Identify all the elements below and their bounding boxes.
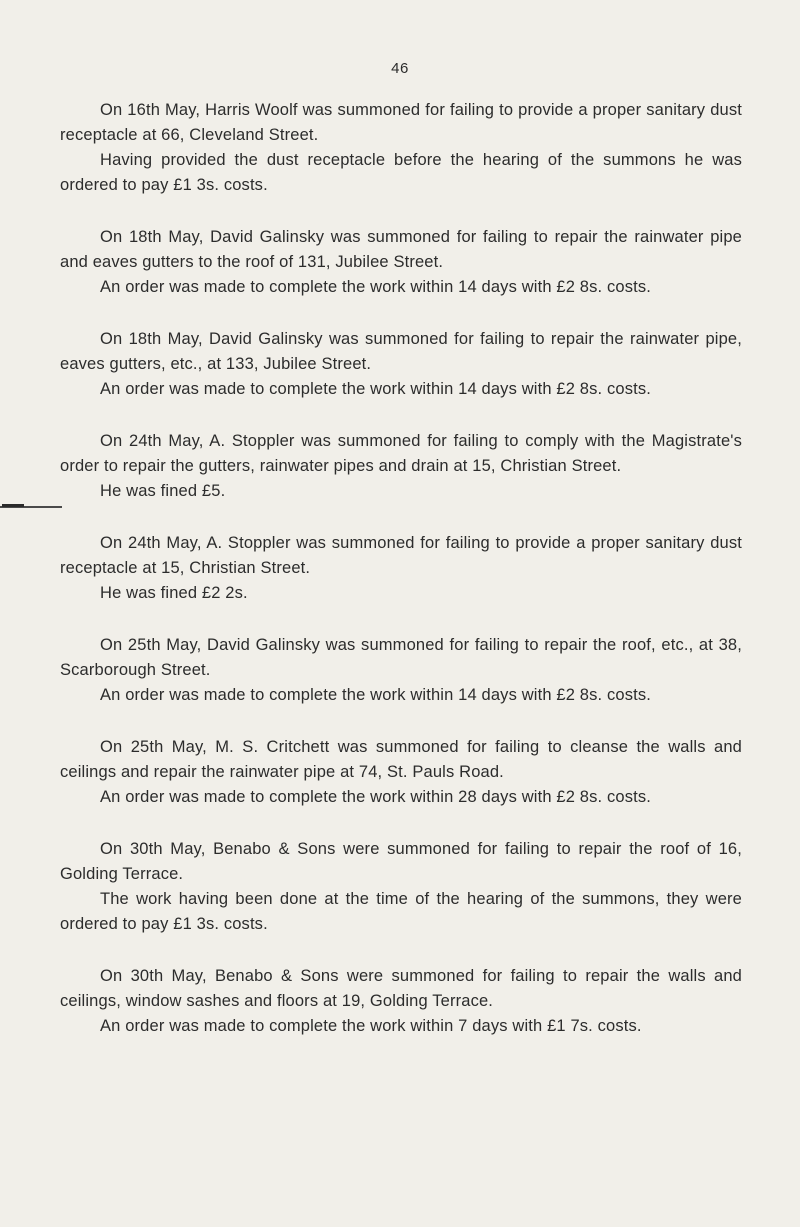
entry-summons-text: On 24th May, A. Stoppler was summoned for failing to comply with the Magistrate's order to repair the gutters, rainwater pipes and drain at 15, Christian Street.	[60, 432, 742, 475]
summons-entry	[60, 837, 742, 937]
summons-entry	[60, 327, 742, 402]
entry-summons-text: On 16th May, Harris Woolf was summoned for failing to provide a proper sanitary dust receptacle at 66, Cleveland Street.	[60, 101, 742, 144]
summons-entry	[60, 429, 742, 504]
entry-outcome-text: An order was made to complete the work within 28 days with £2 8s. costs.	[100, 788, 651, 806]
entry-summons-text: On 30th May, Benabo & Sons were summoned for failing to repair the walls and ceilings, window sashes and floors at 19, Golding Terrace.	[60, 967, 742, 1010]
summons-entry	[60, 633, 742, 708]
page-number: 46	[391, 60, 409, 77]
entry-summons-text: On 25th May, David Galinsky was summoned for failing to repair the roof, etc., at 38, Scarborough Street.	[60, 636, 742, 679]
entry-summons-text: On 18th May, David Galinsky was summoned for failing to repair the rainwater pipe and eaves gutters to the roof of 131, Jubilee Street.	[60, 228, 742, 271]
entry-outcome-text: An order was made to complete the work within 7 days with £1 7s. costs.	[100, 1017, 642, 1035]
entry-outcome-text: He was fined £2 2s.	[100, 584, 248, 602]
page-body	[60, 98, 742, 1066]
summons-entry	[60, 735, 742, 810]
entry-outcome-text: Having provided the dust receptacle before the hearing of the summons he was ordered to pay £1 3s. costs.	[60, 151, 742, 194]
entry-outcome-text: An order was made to complete the work within 14 days with £2 8s. costs.	[100, 380, 651, 398]
entry-summons-text: On 30th May, Benabo & Sons were summoned for failing to repair the roof of 16, Golding Terrace.	[60, 840, 742, 883]
margin-mark	[0, 506, 62, 508]
summons-entry	[60, 964, 742, 1039]
entry-outcome-text: An order was made to complete the work within 14 days with £2 8s. costs.	[100, 278, 651, 296]
summons-entry	[60, 98, 742, 198]
entry-summons-text: On 25th May, M. S. Critchett was summoned for failing to cleanse the walls and ceilings and repair the rainwater pipe at 74, St. Pauls Road.	[60, 738, 742, 781]
entry-summons-text: On 24th May, A. Stoppler was summoned for failing to provide a proper sanitary dust receptacle at 15, Christian Street.	[60, 534, 742, 577]
entry-outcome-text: He was fined £5.	[100, 482, 226, 500]
entry-outcome-text: The work having been done at the time of the hearing of the summons, they were ordered to pay £1 3s. costs.	[60, 890, 742, 933]
summons-entry	[60, 225, 742, 300]
summons-entry	[60, 531, 742, 606]
entry-outcome-text: An order was made to complete the work within 14 days with £2 8s. costs.	[100, 686, 651, 704]
entry-summons-text: On 18th May, David Galinsky was summoned for failing to repair the rainwater pipe, eaves gutters, etc., at 133, Jubilee Street.	[60, 330, 742, 373]
